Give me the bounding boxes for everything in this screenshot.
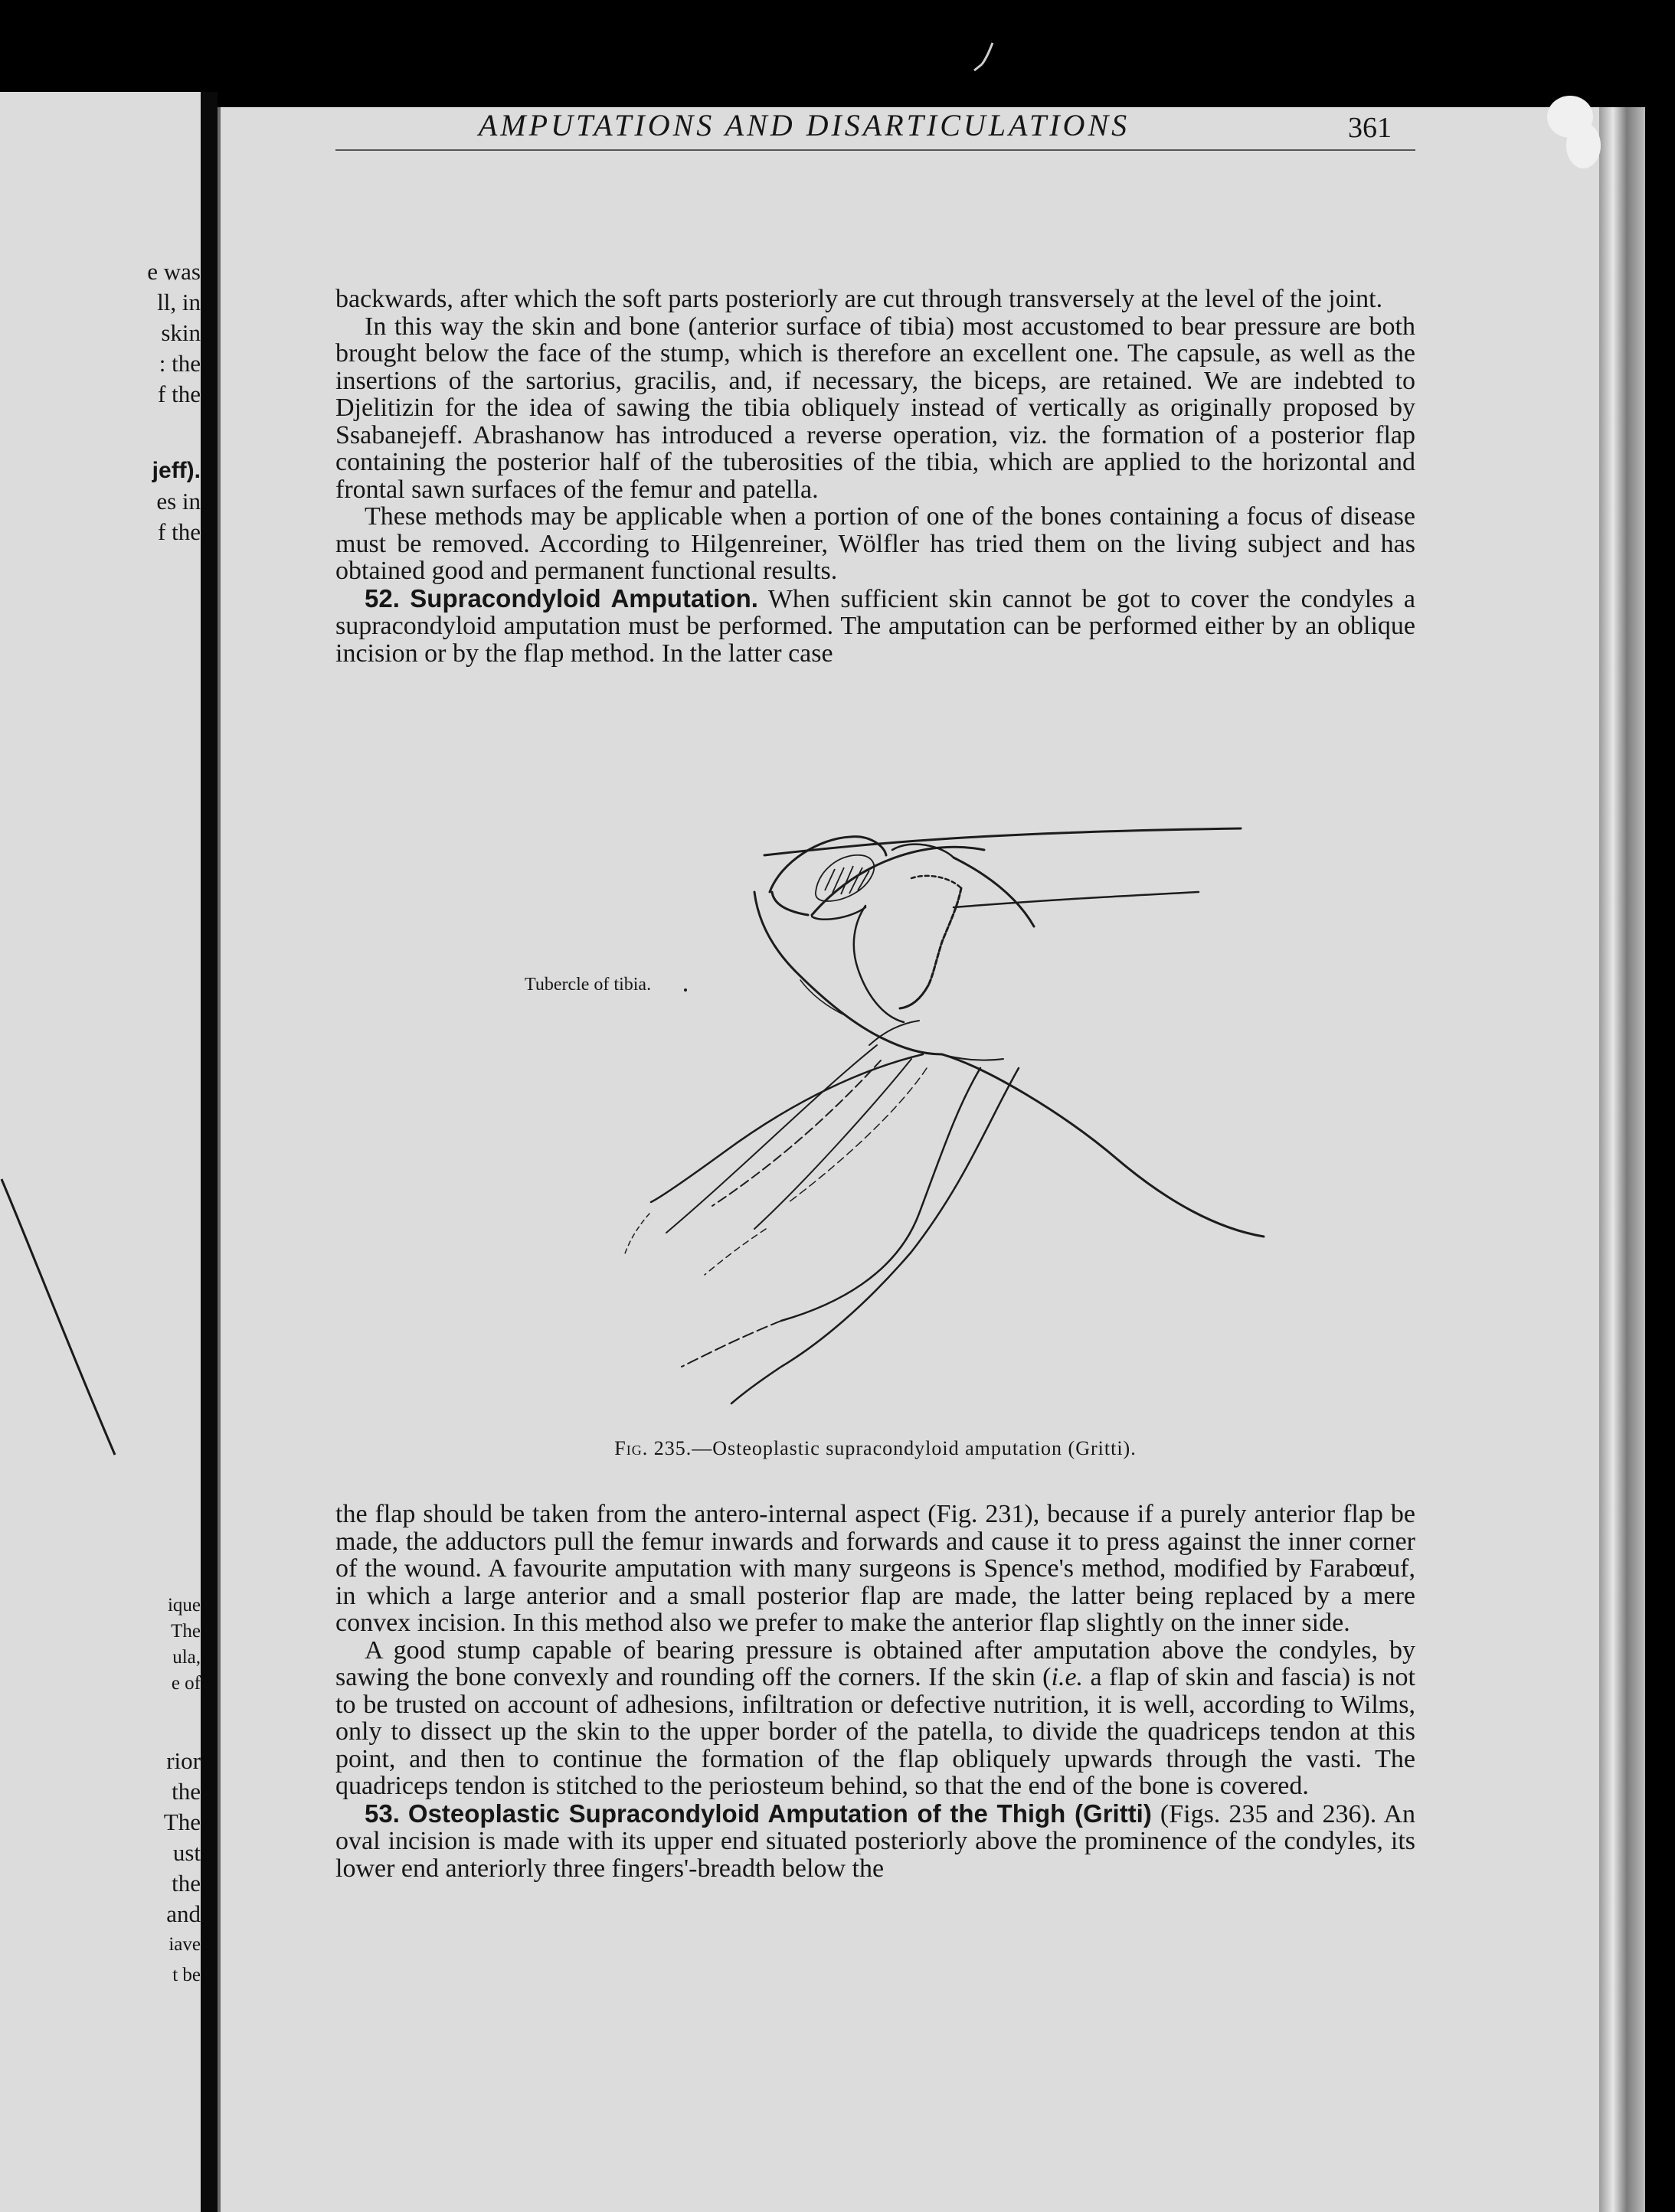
- paper-stain: [1566, 123, 1601, 168]
- paragraph: In this way the skin and bone (anterior surface of tibia) most accustomed to bear pressure are both brought below the face of the stump, which is therefore an excellent one. The capsule, as well as the insertions of the sartorius, gracilis, and, if necessary, the biceps, are retained. We are indebted to Djelitizin for the idea of sawing the tibia obliquely instead of vertically as originally proposed by Ssabanejeff. Abrashanow has introduced a reverse operation, viz. the formation of a posterior flap containing the posterior half of the tuberosities of the tibia, which are applied to the horizontal and frontal sawn surfaces of the femur and patella.: [335, 312, 1415, 504]
- left-fragment: ula,: [172, 1647, 201, 1668]
- left-fragment-bold: jeff).: [152, 458, 201, 483]
- left-page-fragment-group-mid: [0, 456, 201, 547]
- book-gutter: [201, 92, 218, 2212]
- header-rule: [335, 149, 1415, 151]
- paragraph-text: A good stump capable of bearing pressure is obtained after amputation above the condyles, by sawing the bone convexly and rounding off the corners. If the skin (: [335, 1635, 1415, 1691]
- section-52-paragraph: [335, 585, 1415, 668]
- section-heading: Osteoplastic Supracondyloid Amputation of the Thigh (Gritti): [407, 1799, 1152, 1828]
- running-head: AMPUTATIONS AND DISARTICULATIONS: [478, 108, 1130, 142]
- figure-label-tubercle: Tubercle of tibia.: [525, 975, 652, 995]
- section-text: (Figs. 235 and 236). An oval incision is made with its upper end situated posteriorly above the prominence of the condyles, its lower end anteriorly three fingers'-breadth below the: [335, 1799, 1416, 1883]
- left-fragment: t be: [172, 1965, 201, 1985]
- amputation-illustration: [452, 815, 1302, 1413]
- left-page-fragment-group-bottom: [0, 1746, 201, 1991]
- left-fragment: ust: [172, 1839, 201, 1866]
- left-fragment: the: [172, 1870, 201, 1897]
- left-fragment: rior: [166, 1747, 201, 1774]
- left-fragment: iave: [168, 1934, 201, 1955]
- left-fragment: es in: [156, 488, 201, 515]
- section-number: 52.: [365, 583, 400, 613]
- left-fragment: and: [166, 1900, 201, 1927]
- left-fragment: The: [171, 1621, 201, 1642]
- left-fragment: f the: [158, 518, 201, 545]
- pencil-mark: [971, 40, 1002, 78]
- left-page-fragment-group-caption: [0, 1593, 201, 1697]
- left-fragment: ique: [167, 1595, 201, 1616]
- left-fragment: The: [163, 1808, 201, 1835]
- paragraph-italic: i.e.: [1051, 1663, 1084, 1691]
- section-number: 53.: [365, 1799, 400, 1828]
- page-edge-right: [1599, 107, 1645, 2212]
- figure-caption-fig: Fig.: [614, 1437, 649, 1459]
- left-fragment: skin: [161, 319, 201, 346]
- page-number: 361: [1348, 112, 1392, 144]
- figure-235: [452, 815, 1302, 1413]
- figure-caption: [335, 1437, 1415, 1460]
- section-heading: Supracondyloid Amputation.: [410, 583, 758, 613]
- text-block-upper: [335, 286, 1415, 667]
- left-fragment: : the: [159, 350, 201, 377]
- left-fragment: ll, in: [157, 289, 201, 315]
- paragraph: the flap should be taken from the antero-internal aspect (Fig. 231), because if a purely anterior flap be made, the adductors pull the femur inwards and forwards and cause it to press against the inner corner of the wound. A favourite amputation with many surgeons is Spence's method, modified by Farabœuf, in which a large anterior and a small posterior flap are made, the latter being replaced by a mere convex incision. In this method also we prefer to make the anterior flap slightly on the inner side.: [335, 1500, 1415, 1637]
- left-fragment: f the: [158, 381, 201, 407]
- section-text: When sufficient skin cannot be got to cover the condyles a supracondyloid amputation must be performed. The amputation can be performed either by an oblique incision or by the flap method. In the latter case: [335, 584, 1415, 668]
- paragraph-text: a flap of skin and fascia) is not to be trusted on account of adhesions, infiltration or defective nutrition, it is well, according to Wilms, only to dissect up the skin to the upper border of the patella, to divide the quadriceps tendon at this point, and then to continue the formation of the flap obliquely upwards through the vasti. The quadriceps tendon is stitched to the periosteum behind, so that the end of the bone is covered.: [335, 1663, 1415, 1800]
- scan-border-right: [1645, 0, 1675, 2212]
- left-page-illustration-fragment: [0, 1133, 201, 1531]
- paragraph: [335, 1637, 1415, 1800]
- figure-caption-text: 235.—Osteoplastic supracondyloid amputation (Gritti).: [653, 1437, 1137, 1459]
- left-page-fragment-group-top: [0, 256, 201, 410]
- left-facing-page: [0, 92, 201, 2212]
- section-53-paragraph: [335, 1800, 1415, 1883]
- paragraph: backwards, after which the soft parts posteriorly are cut through transversely at the level of the joint.: [335, 285, 1383, 313]
- left-fragment: e of: [171, 1673, 201, 1694]
- left-fragment: the: [172, 1778, 201, 1805]
- paragraph: These methods may be applicable when a portion of one of the bones containing a focus of disease must be removed. According to Hilgenreiner, Wölfler has tried them on the living subject and has obtained good and permanent functional results.: [335, 502, 1415, 585]
- text-block-lower: [335, 1501, 1415, 1882]
- left-fragment: e was: [147, 258, 201, 285]
